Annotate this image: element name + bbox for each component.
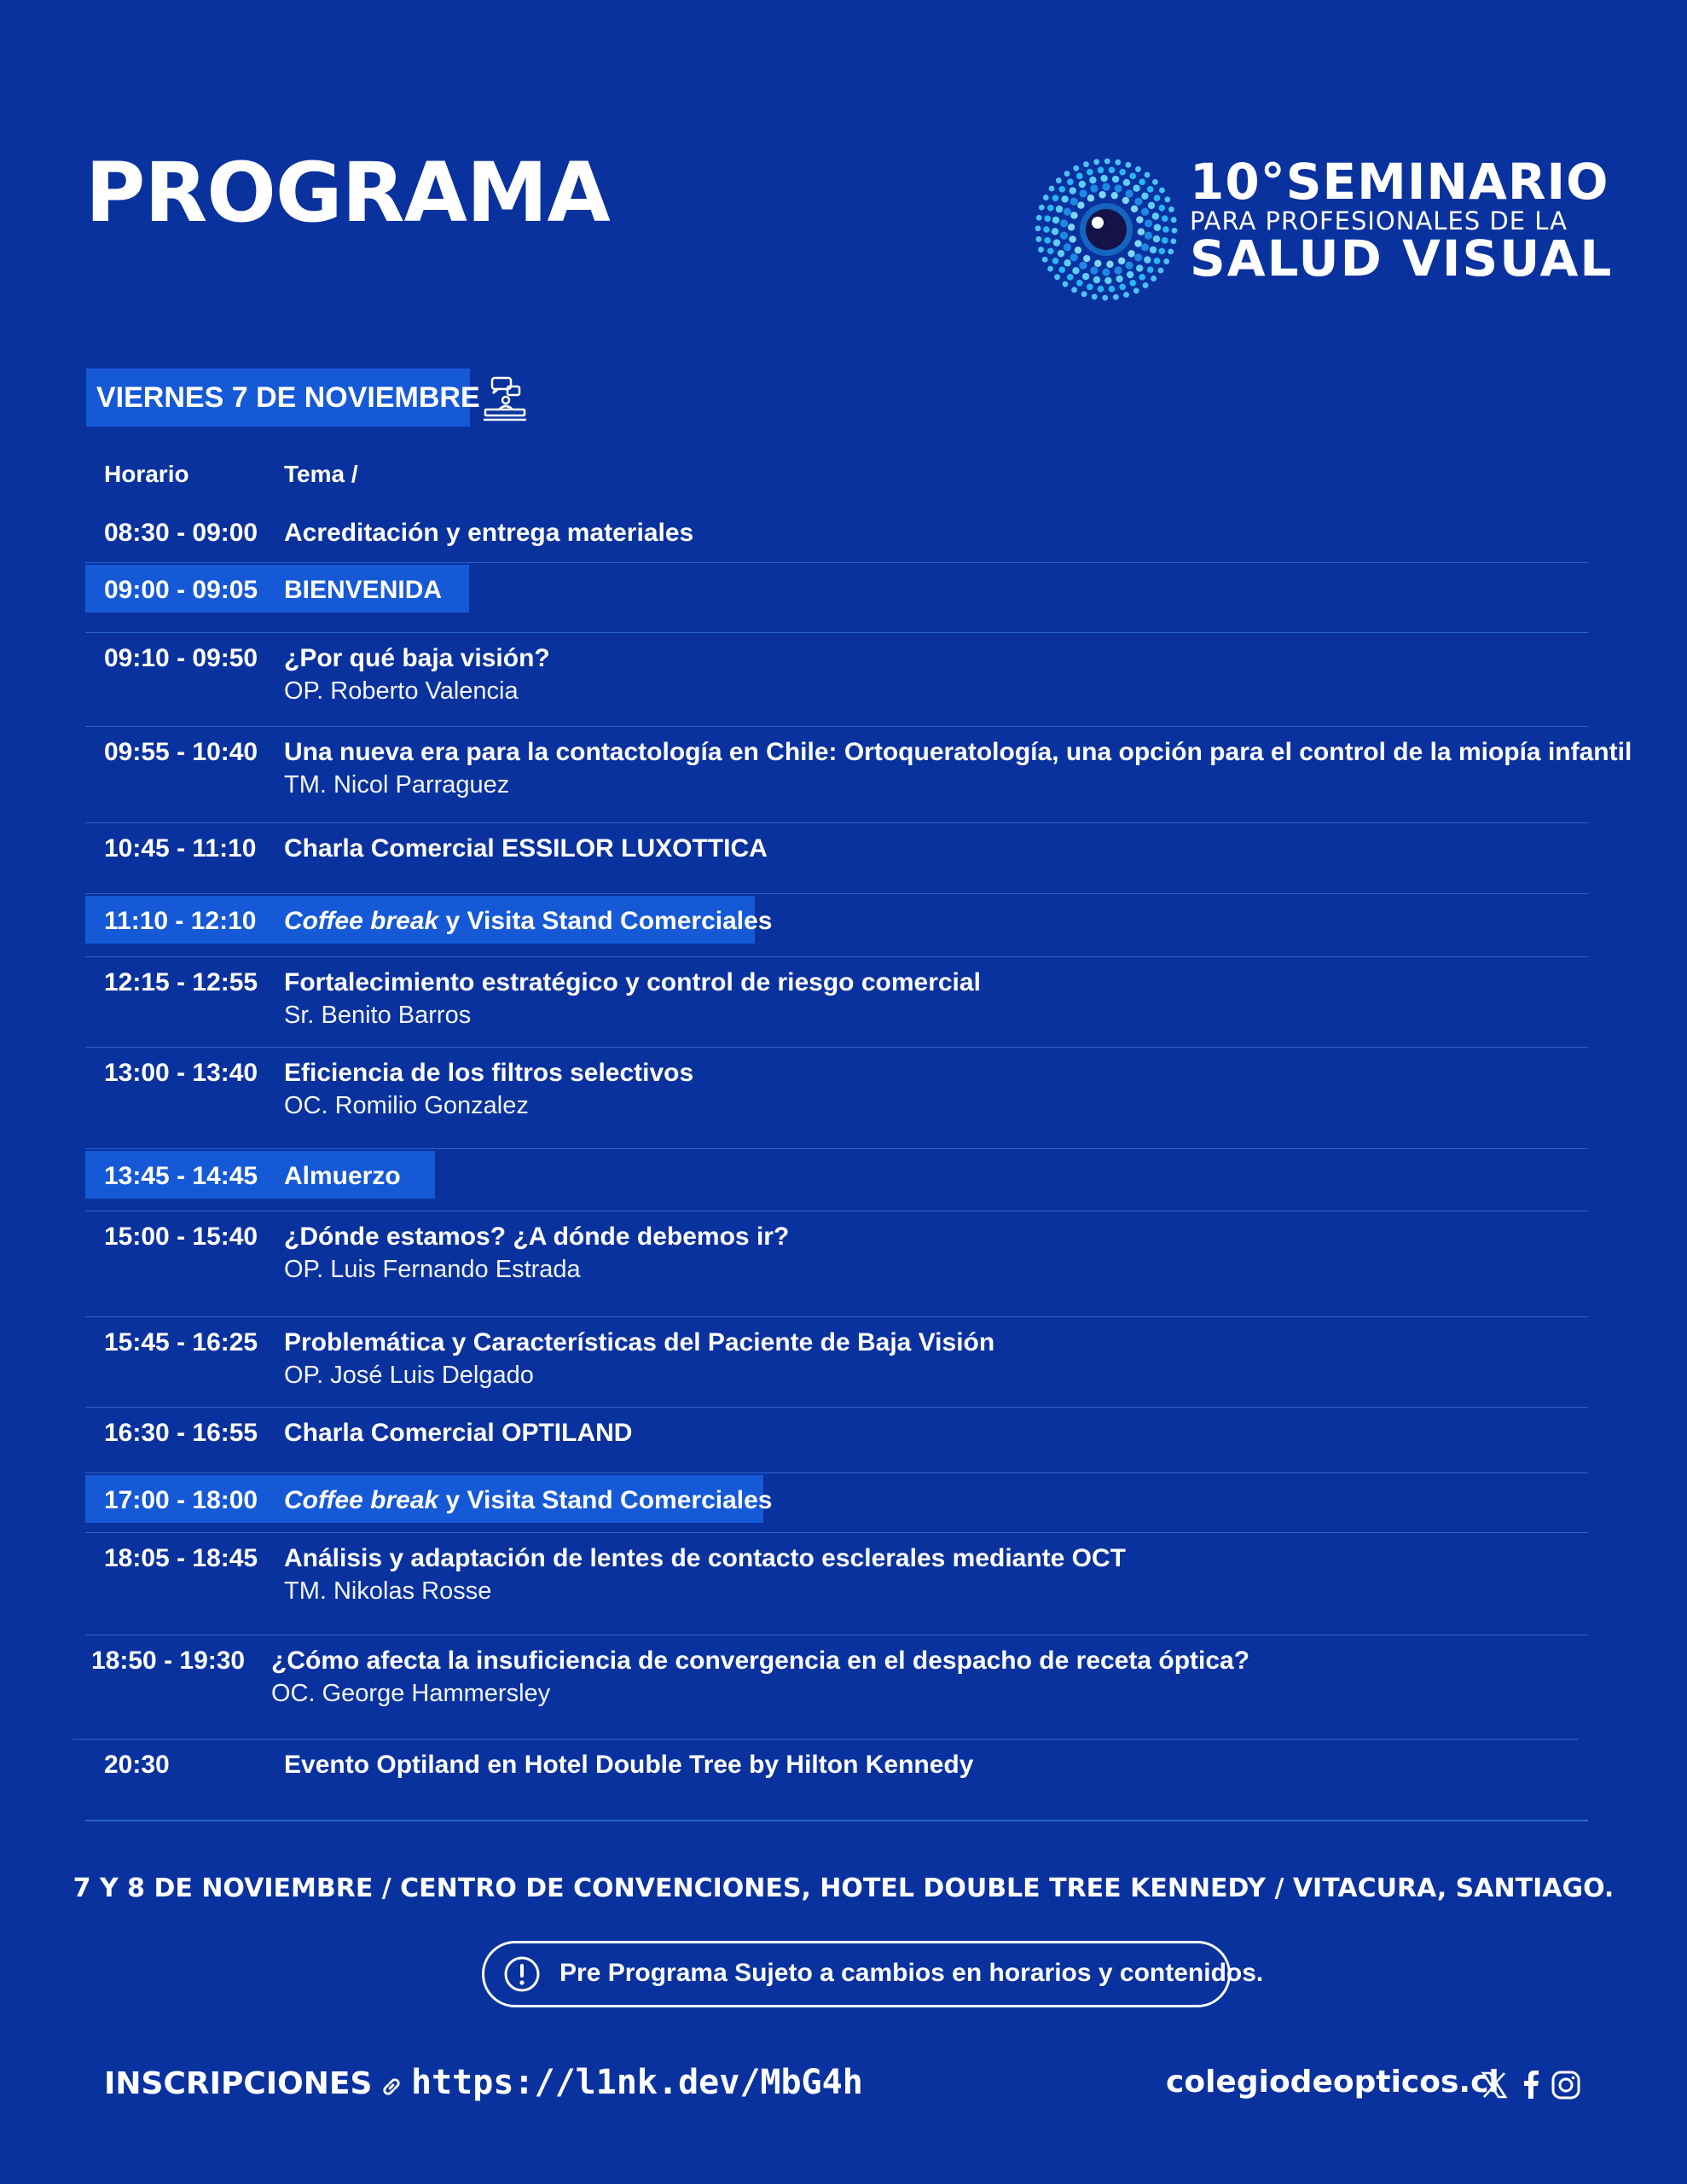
row-speaker: OP. José Luis Delgado bbox=[284, 1362, 534, 1389]
eye-logo-icon bbox=[1032, 155, 1181, 305]
row-time: 13:00 - 13:40 bbox=[104, 1059, 258, 1087]
topic-prefix: Charla Comercial bbox=[284, 1419, 502, 1447]
schedule-row bbox=[85, 727, 1632, 823]
logo-wordmark bbox=[1190, 153, 1614, 288]
row-topic: Una nueva era para la contactología en Chile: Ortoqueratología, una opción para el control de la miopía infantil bbox=[284, 738, 1632, 766]
topic-prefix: Charla Comercial bbox=[284, 834, 502, 863]
schedule-row bbox=[85, 1317, 1588, 1408]
facebook-icon[interactable] bbox=[1516, 2070, 1547, 2100]
row-speaker: TM. Nicol Parraguez bbox=[284, 771, 510, 799]
schedule-row bbox=[85, 1048, 1588, 1149]
schedule-row bbox=[85, 633, 1588, 727]
row-time: 20:30 bbox=[104, 1751, 170, 1779]
row-topic bbox=[284, 1419, 632, 1448]
row-topic bbox=[284, 834, 768, 863]
schedule-row bbox=[85, 1740, 1588, 1821]
row-topic: Acreditación y entrega materiales bbox=[284, 519, 694, 547]
row-time: 11:10 - 12:10 bbox=[104, 907, 257, 935]
row-time: 16:30 - 16:55 bbox=[104, 1419, 258, 1447]
seminar-logo bbox=[1032, 153, 1614, 309]
row-time: 18:05 - 18:45 bbox=[104, 1544, 258, 1572]
row-topic: Evento Optiland en Hotel Double Tree by Hilton Kennedy bbox=[284, 1751, 974, 1779]
row-time: 18:50 - 19:30 bbox=[91, 1647, 246, 1675]
row-time: 12:15 - 12:55 bbox=[104, 968, 258, 996]
row-topic: Almuerzo bbox=[284, 1162, 401, 1190]
row-time: 08:30 - 09:00 bbox=[104, 519, 258, 547]
schedule-row bbox=[85, 563, 1588, 633]
row-topic: ¿Cómo afecta la insuficiencia de convergencia en el despacho de receta óptica? bbox=[271, 1647, 1250, 1675]
row-topic: Análisis y adaptación de lentes de contacto esclerales mediante OCT bbox=[284, 1544, 1127, 1572]
topic-emphasis: Coffee break bbox=[284, 1486, 439, 1514]
venue-info: 7 Y 8 DE NOVIEMBRE / CENTRO DE CONVENCIONES, HOTEL DOUBLE TREE KENNEDY / VITACURA, SANTIAGO. bbox=[72, 1873, 1615, 1903]
row-topic: Problemática y Características del Paciente de Baja Visión bbox=[284, 1328, 995, 1356]
schedule-row bbox=[85, 508, 1588, 563]
exclamation-circle-icon bbox=[503, 1955, 541, 1993]
row-time: 13:45 - 14:45 bbox=[104, 1162, 258, 1190]
row-time: 09:00 - 09:05 bbox=[104, 576, 258, 604]
instagram-icon[interactable] bbox=[1551, 2070, 1581, 2100]
topic-suffix: y Visita Stand Comerciales bbox=[438, 907, 773, 935]
row-topic: ¿Por qué baja visión? bbox=[284, 644, 550, 672]
row-speaker: OC. George Hammersley bbox=[271, 1680, 551, 1707]
schedule-row bbox=[85, 823, 1588, 894]
logo-line-3: SALUD VISUAL bbox=[1190, 229, 1614, 288]
row-topic: ¿Dónde estamos? ¿A dónde debemos ir? bbox=[284, 1223, 790, 1251]
logo-line-1: 10°SEMINARIO bbox=[1190, 153, 1609, 211]
schedule-row bbox=[85, 1211, 1588, 1317]
registration-label: INSCRIPCIONES bbox=[104, 2066, 373, 2101]
schedule-row bbox=[85, 1473, 1588, 1533]
logo-line-2: PARA PROFESIONALES DE LA bbox=[1190, 206, 1568, 235]
registration-link[interactable]: https://l1nk.dev/MbG4h bbox=[411, 2063, 863, 2102]
column-header-topic: Tema / bbox=[284, 461, 358, 487]
topic-suffix: y Visita Stand Comerciales bbox=[438, 1486, 773, 1514]
row-topic bbox=[284, 1486, 772, 1515]
day-label: VIERNES 7 DE NOVIEMBRE bbox=[86, 369, 470, 427]
row-time: 15:00 - 15:40 bbox=[104, 1223, 258, 1251]
column-header-time: Horario bbox=[104, 461, 189, 487]
link-icon bbox=[380, 2075, 403, 2099]
row-speaker: TM. Nikolas Rosse bbox=[284, 1577, 492, 1605]
schedule-row bbox=[85, 894, 1588, 957]
notice-banner bbox=[482, 1941, 1264, 2007]
row-speaker: OC. Romilio Gonzalez bbox=[284, 1092, 529, 1119]
website-link[interactable]: colegiodeopticos.cl bbox=[1166, 2065, 1499, 2100]
schedule-row bbox=[85, 957, 1588, 1048]
row-time: 17:00 - 18:00 bbox=[104, 1486, 258, 1514]
x-icon[interactable] bbox=[1479, 2070, 1510, 2100]
schedule-row bbox=[85, 1149, 1588, 1211]
row-time: 09:10 - 09:50 bbox=[104, 644, 258, 672]
row-speaker: Sr. Benito Barros bbox=[284, 1002, 472, 1029]
schedule-row bbox=[72, 1635, 1578, 1740]
row-topic bbox=[284, 907, 772, 936]
row-speaker: OP. Roberto Valencia bbox=[284, 677, 519, 705]
row-time: 09:55 - 10:40 bbox=[104, 738, 258, 766]
row-topic: Fortalecimiento estratégico y control de riesgo comercial bbox=[284, 968, 981, 996]
sponsor-name: OPTILAND bbox=[501, 1419, 633, 1447]
row-topic: Eficiencia de los filtros selectivos bbox=[284, 1059, 694, 1087]
sponsor-name: ESSILOR LUXOTTICA bbox=[501, 834, 768, 863]
row-speaker: OP. Luis Fernando Estrada bbox=[284, 1256, 581, 1283]
notice-text: Pre Programa Sujeto a cambios en horarios y contenidos. bbox=[559, 1959, 1264, 1987]
topic-emphasis: Coffee break bbox=[284, 907, 439, 935]
row-time: 10:45 - 11:10 bbox=[104, 834, 257, 863]
row-topic: BIENVENIDA bbox=[284, 576, 443, 604]
page-title: PROGRAMA bbox=[85, 145, 610, 241]
schedule-row bbox=[85, 1408, 1588, 1473]
row-time: 15:45 - 16:25 bbox=[104, 1328, 258, 1356]
schedule-row bbox=[85, 1533, 1588, 1635]
speaker-podium-icon bbox=[480, 375, 530, 423]
